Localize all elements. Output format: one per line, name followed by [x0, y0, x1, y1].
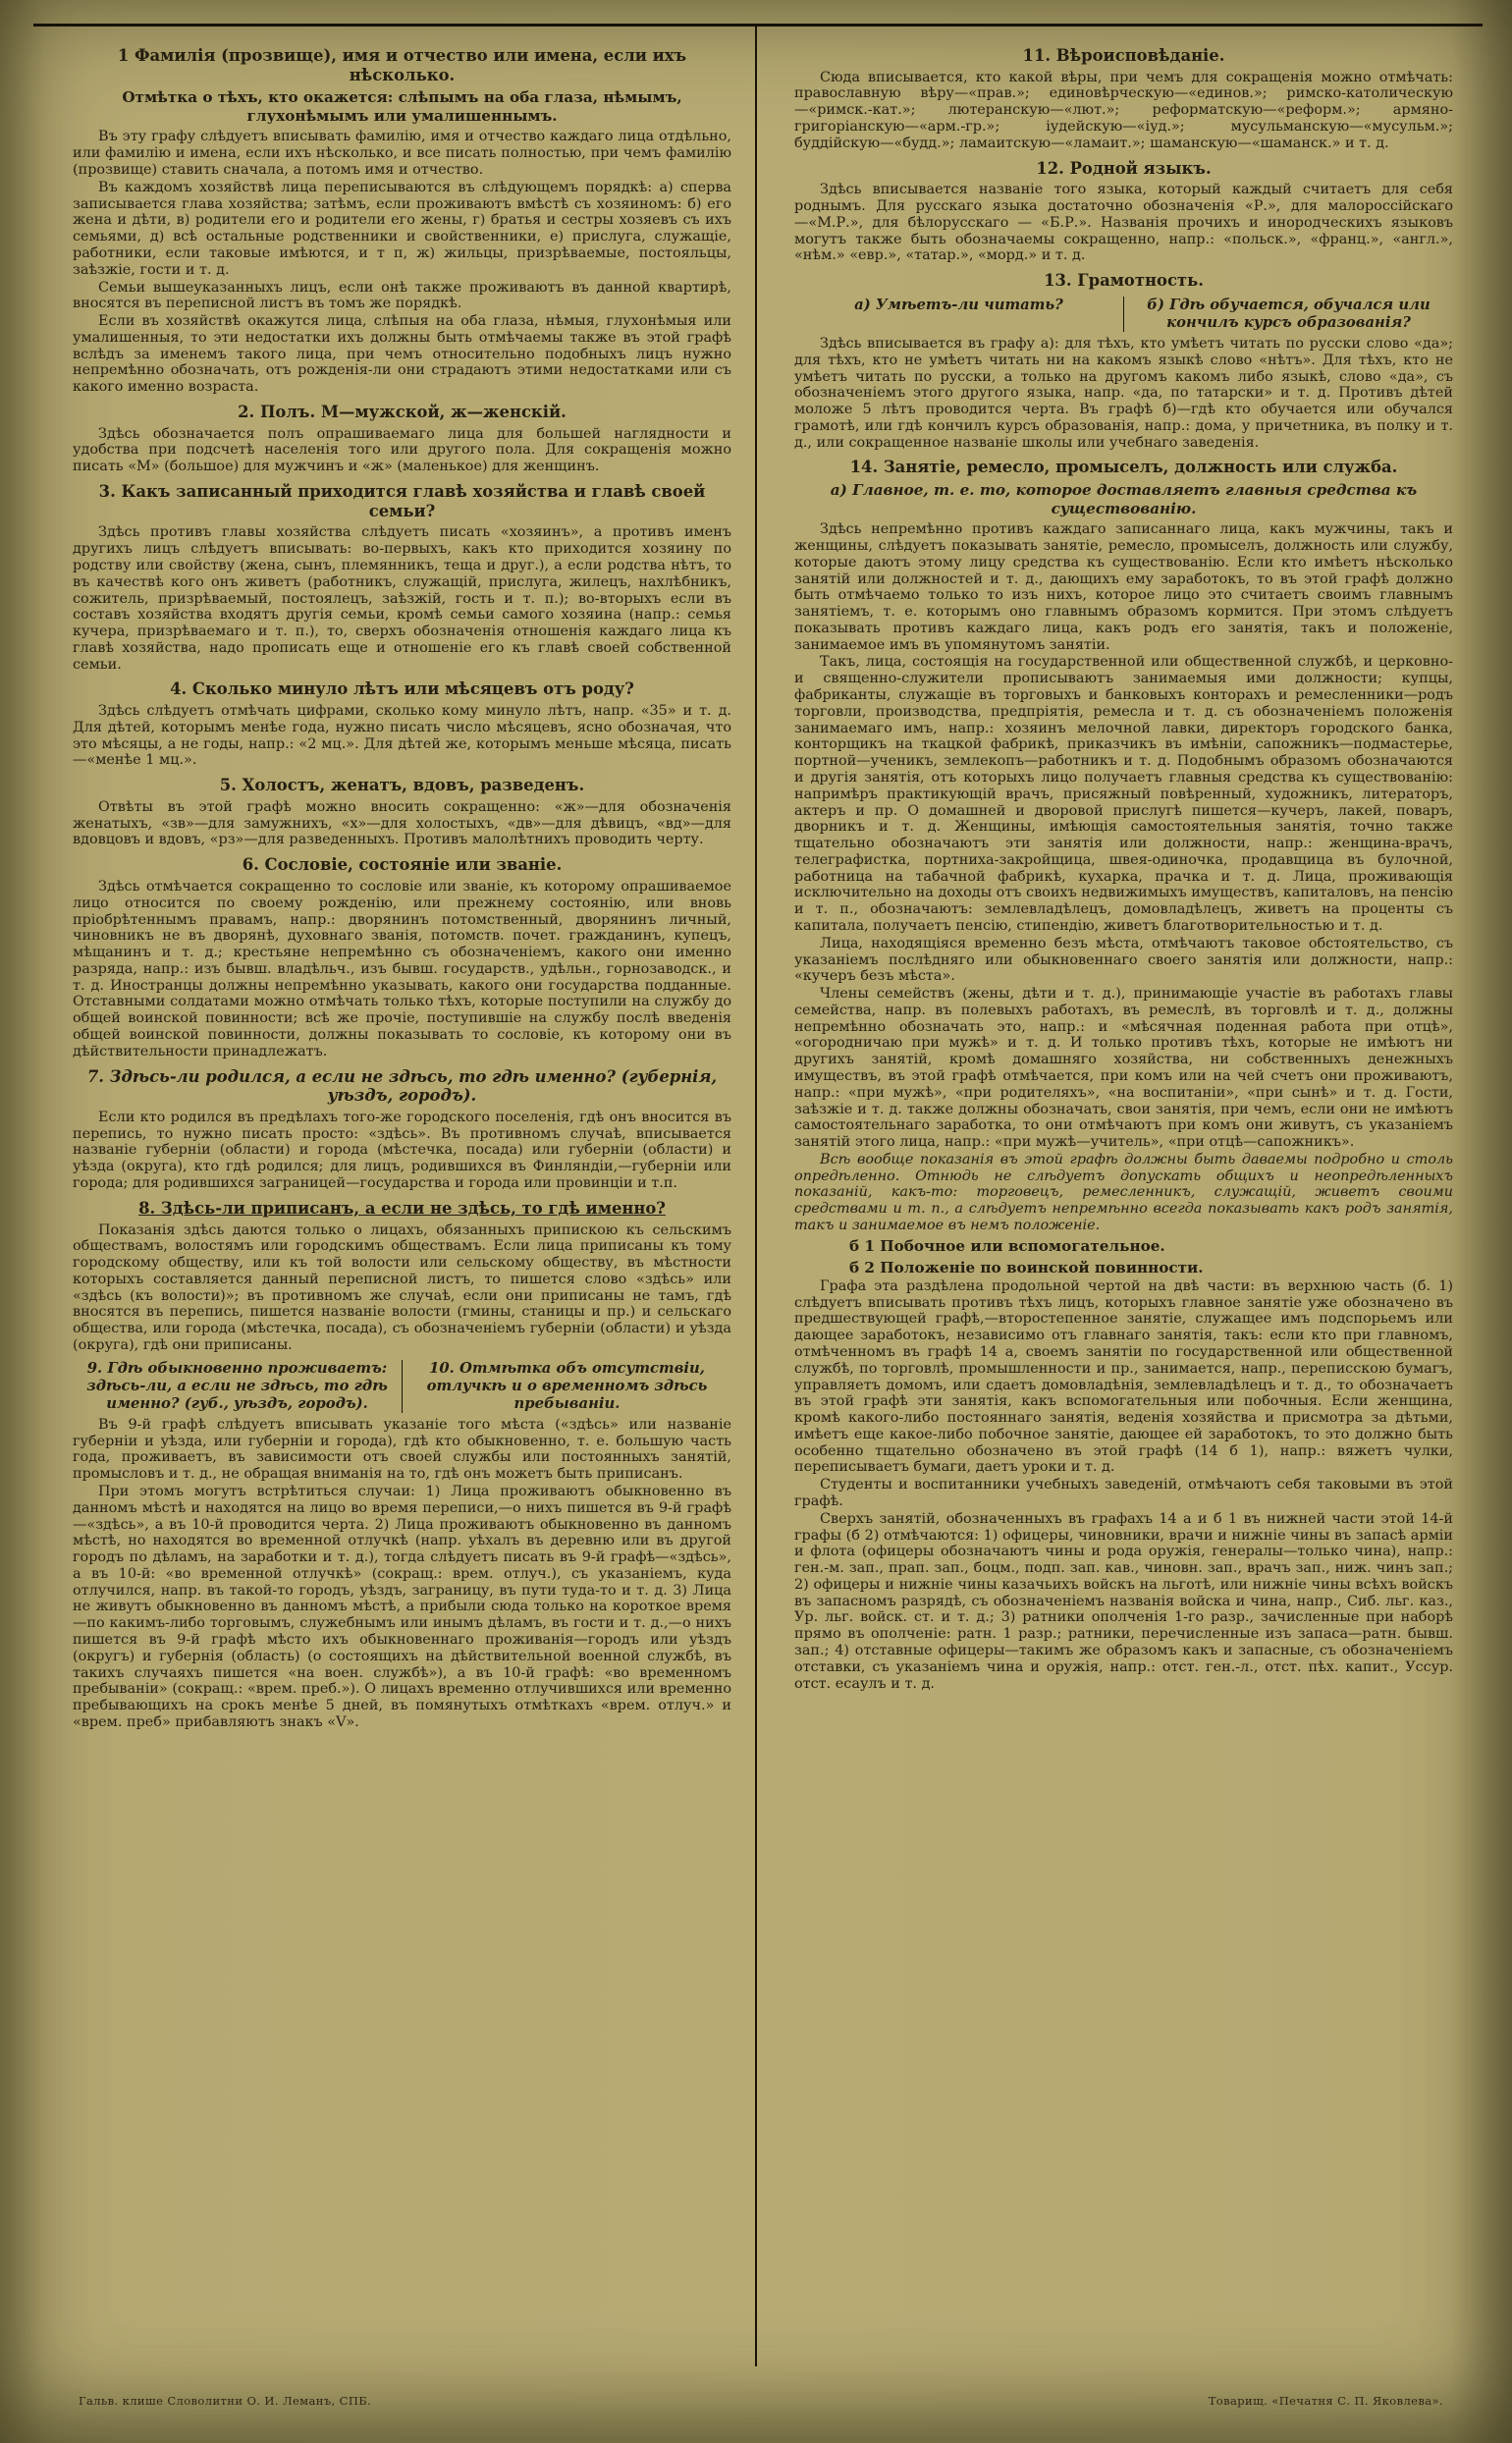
- column-heading-cell: а) Умѣетъ-ли читать?: [854, 296, 1063, 313]
- section-heading: 1 Фамилія (прозвище), имя и отчество или имена, если ихъ нѣсколько.: [117, 46, 687, 84]
- imprint-right: Товарищ. «Печатня С. П. Яковлева».: [1208, 2394, 1443, 2408]
- paragraph: Сверхъ занятій, обозначенныхъ въ графахъ 14 а и б 1 въ нижней части этой 14-й графы (б 2) отмѣчаются: 1) офицеры, чиновники, врачи и нижніе чины въ запасѣ арміи и флота (офицеры обозначаютъ чины и рода оружія, генералы—только чина), напр.: ген.-м. зап., прап. зап., боцм., подп. зап. кав., чиновн. зап., врачъ зап., ниж. чинъ зап.; 2) офицеры и нижніе чины казачьихъ войскъ на льготѣ, или нижніе чины всѣхъ войскъ въ запасномъ разрядѣ, съ обозначеніемъ названія войска и чина, напр., Сиб. льг. каз., Ур. льг. войск. ст. и т. д.; 3) ратники ополченія 1-го разр., зачисленные при наборѣ прямо въ ополченіе: ратн. 1 разр.; ратники, перечисленные изъ запаса—ратн. бывш. зап.; 4) отставные офицеры—такимъ же образомъ какъ и запасные, съ обозначеніемъ отставки, съ указаніемъ чина и оружія, напр.: отст. ген.-л., отст. пѣх. капит., Уссур. отст. есаулъ и т. д.: [794, 1510, 1453, 1692]
- top-rule: [33, 24, 1483, 27]
- paragraph: Такъ, лица, состоящія на государственной или общественной службѣ, и церковно- и священно-служители прописываютъ занимаемыя ими должности; купцы, фабриканты, служащіе въ торговыхъ и банковыхъ конторахъ и ремесленники—родъ торговли, производства, предпріятія, ремесла и т. д. съ обозначеніемъ положенія занимаемаго имъ, напр.: хозяинъ мелочной лавки, директоръ городского банка, конторщикъ на ткацкой фабрикѣ, приказчикъ въ имѣніи, сапожникъ—подмастерье, портной—ученикъ, землекопъ—работникъ и т. д. Подобнымъ образомъ обозначаются и другія занятія, отъ которыхъ лицо получаетъ главныя средства къ существованію: напримѣръ практикующій врачъ, присяжный повѣренный, художникъ, литераторъ, актеръ и пр. О домашней и дворовой прислугѣ пишется—кучеръ, лакей, поваръ, дворникъ и т. д. Женщины, имѣющія самостоятельныя занятія, точно также тщательно обозначаютъ эти занятія или должности, напр.: женщина-врачъ, телеграфистка, портниха-закройщица, швея-одиночка, продавщица въ булочной, работница на табачной фабрикѣ, кухарка, прачка и т. д. Лица, проживающія исключительно на доходы отъ своихъ недвижимыхъ имуществъ, капиталовъ, на пенсію и т. п., обозначаютъ: землевладѣлецъ, домовладѣлецъ, живетъ на проценты съ капитала, получаетъ пенсію, стипендію, живетъ благотворительностью и т. д.: [794, 654, 1453, 934]
- section-heading: 8. Здѣсь-ли приписанъ, а если не здѣсь, то гдѣ именно?: [138, 1198, 666, 1218]
- paragraph: Здѣсь обозначается полъ опрашиваемаго лица для большей наглядности и удобства при подсчетѣ населенія того или другого пола. Для сокращенія можно писать «М» (большое) для мужчинъ и «ж» (маленькое) для женщинъ.: [73, 425, 731, 475]
- section-heading: 6. Сословіе, состояніе или званіе.: [242, 855, 563, 875]
- paragraph: Графа эта раздѣлена продольной чертой на двѣ части: въ верхнюю часть (б. 1) слѣдуетъ вписывать противъ тѣхъ лицъ, которыхъ главное занятіе уже обозначено въ предшествующей графѣ,—второстепенное занятіе, служащее имъ подспорьемъ или дающее заработокъ, независимо отъ главнаго занятія, такъ: если кто при главномъ, отмѣченномъ въ графѣ 14 а, своемъ занятіи по государственной или общественной службѣ, по торговлѣ, промышленности и пр., занимается, напр., переписскою бумагъ, управляетъ домомъ, или сдаетъ домовладѣнія, землевладѣлецъ и т. д., то обозначаетъ въ этой графѣ эти занятія, какъ вспомогательныя или побочныя. Если женщина, кромѣ какого-либо постояннаго занятія, веденія хозяйства и присмотра за дѣтьми, имѣетъ еще какое-либо побочное занятіе, дающее ей заработокъ, то это должно быть особенно тщательно обозначено въ этой графѣ (14 б 1), напр.: вяжетъ чулки, переписываетъ бумаги, даетъ уроки и т. д.: [794, 1277, 1453, 1476]
- paragraph: Въ 9-й графѣ слѣдуетъ вписывать указаніе того мѣста («здѣсь» или названіе губерніи и уѣзда, или губерніи и города), гдѣ кто обыкновенно, т. е. большую часть года, проживаетъ, въ зависимости отъ своей службы или постоянныхъ занятій, промысловъ и т. д., не обращая вниманія на то, гдѣ онъ можетъ быть приписанъ.: [73, 1416, 731, 1483]
- section-heading: б 1 Побочное или вспомогательное.: [849, 1236, 1165, 1255]
- section-heading: 12. Родной языкъ.: [1036, 158, 1212, 178]
- paragraph: Здѣсь отмѣчается сокращенно то сословіе или званіе, къ которому опрашиваемое лицо относится по своему рожденію, или прежнему состоянію, или вновь пріобрѣтеннымъ правамъ, напр.: дворянинъ потомственный, дворянинъ личный, чиновникъ не въ дворянѣ, духовнаго званія, потомств. почет. гражданинъ, купецъ, мѣщанинъ и т. д.; крестьяне непремѣнно съ обозначеніемъ, какого они именно разряда, напр.: изъ бывш. владѣльч., изъ бывш. государств., удѣльн., горнозаводск., и т. д. Иностранцы должны непремѣнно указывать, какого они государства подданные. Отставными солдатами можно отмѣчать только тѣхъ, которые поступили на службу до общей воинской повинности; всѣ же прочіе, поступившіе на службу послѣ введенія общей воинской повинности, должны показывать то сословіе, къ которому они въ дѣйствительности принадлежатъ.: [73, 878, 731, 1059]
- section-heading: б 2 Положеніе по воинской повинности.: [849, 1258, 1204, 1276]
- paragraph: Здѣсь противъ главы хозяйства слѣдуетъ писать «хозяинъ», а противъ именъ другихъ лицъ слѣдуетъ вписывать: во-первыхъ, какъ кто приходится хозяину по родству или свойству (жена, сынъ, племянникъ, теща и друг.), а если родства нѣтъ, то въ качествѣ кого онъ живетъ (работникъ, служащій, прислуга, жилецъ, нахлѣбникъ, сожитель, призрѣваемый, постоялецъ, заѣзжій, гость и т. п.); во-вторыхъ если въ составъ хозяйства входятъ другія семьи, кромѣ семьи самого хозяина (напр.: семья кучера, призрѣваемаго и т. п.), то, сверхъ обозначенія отношенія каждаго лица къ главѣ хозяйства, надо прописать еще и отношеніе его къ главѣ своей собственной семьи.: [73, 524, 731, 673]
- section-heading: 13. Грамотность.: [1044, 271, 1204, 291]
- paragraph: Здѣсь вписывается названіе того языка, который каждый считаетъ для себя роднымъ. Для русскаго языка достаточно обозначенія «Р.», для малороссійскаго—«М.Р.», для бѣлорусскаго — «Б.Р.». Названія прочихъ и инородческихъ языковъ могутъ также быть обозначаемы сокращенно, напр.: «польск.», «франц.», «англ.», «нѣм.» «евр.», «татар.», «морд.» и т. д.: [794, 182, 1453, 264]
- paragraph: Студенты и воспитанники учебныхъ заведеній, отмѣчаютъ себя таковыми въ этой графѣ.: [794, 1477, 1453, 1509]
- heading-pair: [794, 297, 1453, 332]
- paragraph: Семьи вышеуказанныхъ лицъ, если онѣ также проживаютъ въ данной квартирѣ, вносятся въ переписной листъ въ томъ же порядкѣ.: [73, 279, 731, 312]
- paragraph: Члены семействъ (жены, дѣти и т. д.), принимающіе участіе въ работахъ главы семейства, напр. въ полевыхъ работахъ, въ ремеслѣ, въ торговлѣ и т. д., должны непремѣнно обозначать это, напр.: и «мѣсячная поденная работа при отцѣ», «огородничаю при мужѣ» и т. д. И только противъ тѣхъ, которые не имѣютъ ни другихъ занятій, кромѣ домашняго хозяйства, ни собственныхъ денежныхъ имуществъ, въ этой графѣ отмѣчается, при комъ или на чей счетъ они проживаютъ, напр.: «при мужѣ», «при родителяхъ», «на воспитаніи», «при сынѣ» и т. д. Гости, заѣзжіе и т. д. также должны обозначать, свои занятія, при чемъ, если они не имѣютъ самостоятельнаго заработка, то они отмѣчаютъ при комъ они живутъ, съ указаніемъ занятій этого лица, напр.: «при мужѣ—учитель», «при отцѣ—сапожникъ».: [794, 986, 1453, 1151]
- right-column: [794, 39, 1453, 1732]
- section-heading: 14. Занятіе, ремесло, промыселъ, должность или служба.: [849, 458, 1398, 477]
- paragraph: Лица, находящіяся временно безъ мѣста, отмѣчаютъ таковое обстоятельство, съ указаніемъ послѣдняго или обыкновеннаго своего занятія или должности, напр.: «кучеръ безъ мѣста».: [794, 935, 1453, 985]
- paragraph: Въ каждомъ хозяйствѣ лица переписываются въ слѣдующемъ порядкѣ: а) сперва записывается глава хозяйства; затѣмъ, если проживаютъ вмѣстѣ съ хозяиномъ: б) его жена и дѣти, в) родители его и родители его жены, г) братья и сестры хозяевъ съ ихъ семьями, д) всѣ остальные родственники и свойственники, е) прислуга, служащіе, работники, если таковые имѣются, и т п, ж) жильцы, призрѣваемые, постояльцы, заѣзжіе, гости и т. д.: [73, 179, 731, 278]
- paragraph: Отвѣты въ этой графѣ можно вносить сокращенно: «ж»—для обозначенія женатыхъ, «зв»—для замужнихъ, «х»—для холостыхъ, «дв»—для дѣвицъ, «вд»—для вдовцовъ и вдовъ, «рз»—для разведенныхъ. Противъ малолѣтнихъ проводить черту.: [73, 798, 731, 848]
- section-heading: 3. Какъ записанный приходится главѣ хозяйства и главѣ своей семьи?: [98, 482, 706, 520]
- paragraph: Здѣсь вписывается въ графу а): для тѣхъ, кто умѣетъ читать по русски слово «да»; для тѣхъ, кто не умѣетъ читать ни на какомъ языкѣ слово «нѣтъ». Для тѣхъ, кто не умѣетъ читать по русски, а только на другомъ какомъ либо языкѣ, слово «да», съ обозначеніемъ этого другого языка, напр. «да, по татарски» и т. д. Противъ дѣтей моложе 5 лѣтъ проводится черта. Въ графѣ б)—гдѣ кто обучается или обучался грамотѣ, или гдѣ кончилъ курсъ образованія, напр.: дома, у причетника, въ полку и т. д., или сокращенное названіе школы или учебнаго заведенія.: [794, 335, 1453, 451]
- two-column-text: [73, 39, 1453, 1732]
- column-heading-cell: 9. Гдѣ обыкновенно проживаетъ: здѣсь-ли, а если не здѣсь, то гдѣ именно? (губ., уѣздъ, городъ).: [86, 1359, 388, 1412]
- section-heading: 2. Полъ. М—мужской, ж—женскій.: [238, 402, 567, 421]
- paragraph: Здѣсь слѣдуетъ отмѣчать цифрами, сколько кому минуло лѣтъ, напр. «35» и т. д. Для дѣтей, которымъ менѣе года, нужно писать число мѣсяцевъ, ясно обозначая, что это мѣсяцы, а не годы, напр.: «2 мц.». Для дѣтей же, которымъ меньше мѣсяца, писать—«менѣе 1 мц.».: [73, 703, 731, 769]
- heading-pair: [73, 1360, 731, 1413]
- imprint-left: Гальв. клише Словолитни О. И. Леманъ, СПБ.: [79, 2394, 372, 2408]
- section-heading: а) Главное, т. е. то, которое доставляетъ главныя средства къ существованію.: [830, 481, 1418, 517]
- section-heading: 5. Холостъ, женатъ, вдовъ, разведенъ.: [219, 776, 585, 795]
- paragraph: Въ эту графу слѣдуетъ вписывать фамилію, имя и отчество каждаго лица отдѣльно, или фамилію и имена, если ихъ нѣсколько, и все писать полностью, при чемъ фамилію (прозвище) ставить сначала, а потомъ имя и отчество.: [73, 129, 731, 179]
- column-heading-cell: б) Гдѣ обучается, обучался или кончилъ курсъ образованія?: [1123, 297, 1453, 332]
- section-heading: Отмѣтка о тѣхъ, кто окажется: слѣпымъ на оба глаза, нѣмымъ, глухонѣмымъ или умалишеннымъ.: [122, 88, 682, 125]
- paragraph: При этомъ могутъ встрѣтиться случаи: 1) Лица проживаютъ обыкновенно въ данномъ мѣстѣ и находятся на лицо во время переписи,—о нихъ пишется въ 9-й графѣ—«здѣсь», а въ 10-й проводится черта. 2) Лица проживаютъ обыкновенно въ данномъ мѣстѣ, но находятся во временной отлучкѣ (напр. уѣхалъ въ деревню или въ другой городъ по дѣламъ, на заработки и т. д.), тогда слѣдуетъ писать въ 9-й графѣ—«здѣсь», а въ 10-й: «во временной отлучкѣ» (сокращ.: врем. отлуч.), съ указаніемъ, куда отлучился, напр. въ такой-то городъ, уѣздъ, заграницу, въ пути туда-то и т. д. 3) Лица не живутъ обыкновенно въ данномъ мѣстѣ, а прибыли сюда только на короткое время—по какимъ-либо торговымъ, служебнымъ или инымъ дѣламъ, въ гости и т. д.,—о нихъ пишется въ 9-й графѣ мѣсто ихъ обыкновеннаго проживанія—городъ или уѣздъ (округъ) и губернія (область) (о состоящихъ на дѣйствительной военной службѣ, въ такихъ случаяхъ пишется «на воен. службѣ»), а въ 10-й графѣ: «во временномъ пребываніи» (сокращ.: «врем. преб.»). О лицахъ временно отлучившихся или временно пребывающихъ на срокъ менѣе 5 дней, въ помянутыхъ отмѣткахъ «врем. отлуч.» и «врем. преб» прибавляютъ знакъ «V».: [73, 1484, 731, 1730]
- paragraph: Сюда вписывается, кто какой вѣры, при чемъ для сокращенія можно отмѣчать: православную вѣру—«прав.»; единовѣрческую—«единов.»; римско-католическую—«римск.-кат.»; лютеранскую—«лют.»; реформатскую—«реформ.»; армяно-григоріанскую—«арм.-гр.»; іудейскую—«іуд.»; мусульманскую—«мусульм.»; буддійскую—«будд.»; ламаитскую—«ламаит.»; шаманскую—«шаманск.» и т. д.: [794, 69, 1453, 151]
- column-heading-cell: 10. Отмѣтка объ отсутствіи, отлучкѣ и о временномъ здѣсь пребываніи.: [402, 1360, 731, 1413]
- paragraph: Показанія здѣсь даются только о лицахъ, обязанныхъ припискою къ сельскимъ обществамъ, волостямъ или городскимъ обществамъ. Если лица приписаны къ тому городскому обществу, или къ той волости или сельскому обществу, въ мѣстности которыхъ составляется данный переписной листъ, то пишется слово «здѣсь» или «здѣсь (къ волости)»; въ противномъ же случаѣ, если они приписаны не тамъ, гдѣ вносятся въ перепись, пишется названіе волости (гмины, станицы и пр.) и сельскаго общества, или города (мѣстечка, посада), съ обозначеніемъ губерніи (области) и уѣзда (округа), гдѣ они приписаны.: [73, 1222, 731, 1353]
- section-heading: 11. Вѣроисповѣданіе.: [1022, 46, 1225, 65]
- paragraph: Здѣсь непремѣнно противъ каждаго записаннаго лица, какъ мужчины, такъ и женщины, слѣдуетъ показывать занятіе, ремесло, промыселъ, должность или службу, которые даютъ этому лицу средства къ существованію. Если кто имѣетъ нѣсколько занятій или должностей и т. д., дающихъ ему заработокъ, то въ этой графѣ должно быть отмѣчаемо только то изъ нихъ, которое лицо это считаетъ своимъ главнымъ занятіемъ, т. е. которымъ оно главнымъ образомъ кормится. При этомъ слѣдуетъ показывать противъ каждаго лица, какъ родъ его занятія, такъ и положеніе, занимаемое имъ въ упомянутомъ занятіи.: [794, 521, 1453, 653]
- section-heading: 7. Здѣсь-ли родился, а если не здѣсь, то гдѣ именно? (губернія, уѣздъ, городъ).: [86, 1066, 718, 1106]
- left-column: [73, 39, 731, 1732]
- paragraph: Если въ хозяйствѣ окажутся лица, слѣпыя на оба глаза, нѣмыя, глухонѣмыя или умалишенныя, то эти недостатки ихъ должны быть отмѣчаемы также въ этой графѣ вслѣдъ за именемъ такого лица, при чемъ относительно подобныхъ лицъ нужно непремѣнно обозначать, отъ рожденія-ли они страдаютъ этими недостатками или съ какого именно возраста.: [73, 313, 731, 396]
- imprint-footer: [79, 2394, 1443, 2408]
- paragraph: Если кто родился въ предѣлахъ того-же городского поселенія, гдѣ онъ вносится въ перепись, то нужно писать просто: «здѣсь». Въ противномъ случаѣ, вписывается названіе губерніи (области) и города (мѣстечка, посада) или губерніи (области) и уѣзда (округа), кто гдѣ родился; для лицъ, родившихся въ Финляндіи,—губерніи или города; для родившихся заграницей—государства и города или провинціи и т.п.: [73, 1109, 731, 1192]
- section-heading: 4. Сколько минуло лѣтъ или мѣсяцевъ отъ роду?: [170, 679, 634, 699]
- paragraph: Всѣ вообще показанія въ этой графѣ должны быть даваемы подробно и столь опредѣленно. Отнюдь не слѣдуетъ допускать общихъ и неопредѣленныхъ показаній, какъ-то: торговецъ, ремесленникъ, служащій, живетъ своими средствами и т. п., а слѣдуетъ непремѣнно всегда показывать какъ родъ занятія, такъ и занимаемое въ немъ положеніе.: [794, 1151, 1453, 1234]
